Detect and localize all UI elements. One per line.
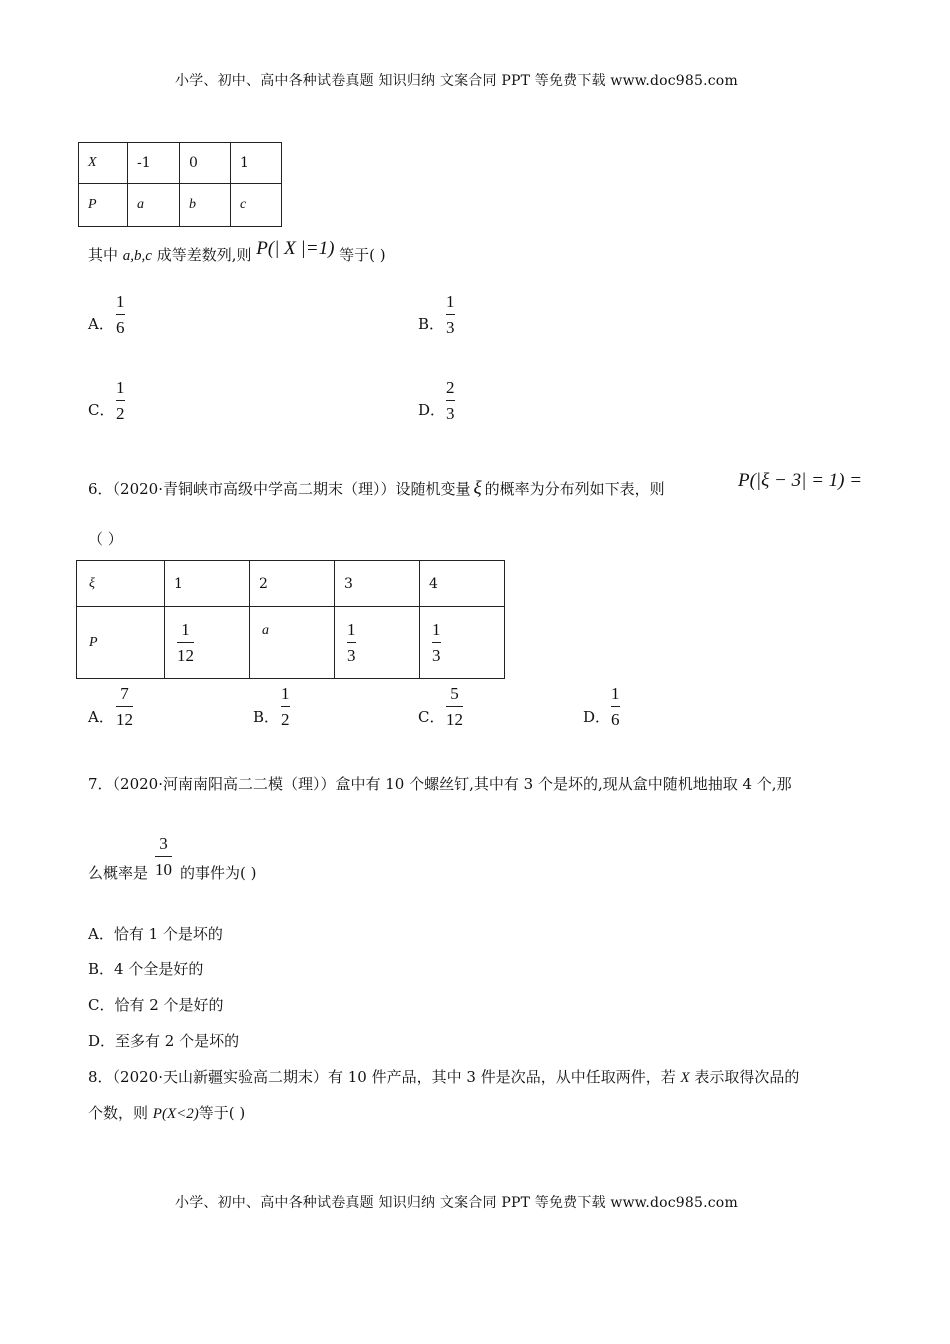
q6-table-cell: $\frac{1}{3}$: [335, 607, 420, 679]
q6-option-b[interactable]: B． 1 2: [253, 684, 290, 729]
q8-stem-line2: 个数，则 P(X<2)等于( ): [88, 1104, 246, 1122]
q5-table-cell: 0: [180, 143, 231, 184]
q5-table-cell: X: [79, 143, 128, 184]
q6-table-cell: a: [250, 607, 335, 679]
q5-option-d[interactable]: D． 2 3: [418, 378, 455, 423]
q5-table-cell: -1: [128, 143, 180, 184]
q7-option-b[interactable]: B．4 个全是好的: [88, 960, 204, 978]
q6-option-c[interactable]: C． 5 12: [418, 684, 463, 729]
q7-option-c[interactable]: C．恰有 2 个是好的: [88, 996, 224, 1014]
q6-table-cell: 3: [335, 561, 420, 607]
q6-stem: 6．（2020·青铜峡市高级中学高二期末（理））设随机变量 ξ 的概率为分布列如下表，则: [88, 478, 665, 499]
q7-option-d[interactable]: D．至多有 2 个是坏的: [88, 1032, 240, 1050]
q7-stem-line1: 7．（2020·河南南阳高二二模（理））盒中有 10 个螺丝钉,其中有 3 个是坏的,现从盒中随机地抽取 4 个,那: [88, 775, 792, 793]
q6-table-cell: 4: [420, 561, 505, 607]
q6-table-cell: 1: [165, 561, 250, 607]
q8-stem-line1: 8．（2020·天山新疆实验高二期末）有 10 件产品，其中 3 件是次品，从中任取两件，若 X 表示取得次品的: [88, 1068, 800, 1086]
q6-table-cell: $\frac{1}{12}$: [165, 607, 250, 679]
q6-distribution-table: [76, 560, 505, 679]
q6-table-cell: 2: [250, 561, 335, 607]
q6-probability-expression: P(|ξ − 3| = 1) =: [738, 470, 863, 491]
q5-table-cell: b: [180, 184, 231, 227]
q6-option-d[interactable]: D． 1 6: [583, 684, 620, 729]
q5-table-cell: a: [128, 184, 180, 227]
page-footer: 小学、初中、高中各种试卷真题 知识归纳 文案合同 PPT 等免费下载 www.doc985.com: [175, 1195, 738, 1211]
q5-table-cell: P: [79, 184, 128, 227]
q5-table-cell: 1: [231, 143, 282, 184]
q5-table-cell: c: [231, 184, 282, 227]
q6-table-cell: P: [77, 607, 165, 679]
q8-probability-expression: P(X<2): [152, 1106, 199, 1122]
q7-option-a[interactable]: A．恰有 1 个是坏的: [88, 925, 223, 943]
q5-stem: 其中 a,b,c 成等差数列,则 P(| X |=1) 等于( ): [88, 238, 386, 264]
q5-probability-expression: P(| X |=1): [256, 238, 335, 259]
q5-distribution-table: [78, 142, 282, 227]
q5-option-c[interactable]: C． 1 2: [88, 378, 125, 423]
q7-fraction: 3 10: [155, 834, 172, 879]
page-header: 小学、初中、高中各种试卷真题 知识归纳 文案合同 PPT 等免费下载 www.doc985.com: [175, 73, 738, 89]
q6-table-cell: $\frac{1}{3}$: [420, 607, 505, 679]
q6-answer-paren: （ ）: [88, 530, 123, 548]
q5-option-b[interactable]: B． 1 3: [418, 292, 455, 337]
q6-table-cell: ξ: [77, 561, 165, 607]
q6-option-a[interactable]: A． 7 12: [88, 684, 133, 729]
q5-option-a[interactable]: A． 1 6: [88, 292, 125, 337]
